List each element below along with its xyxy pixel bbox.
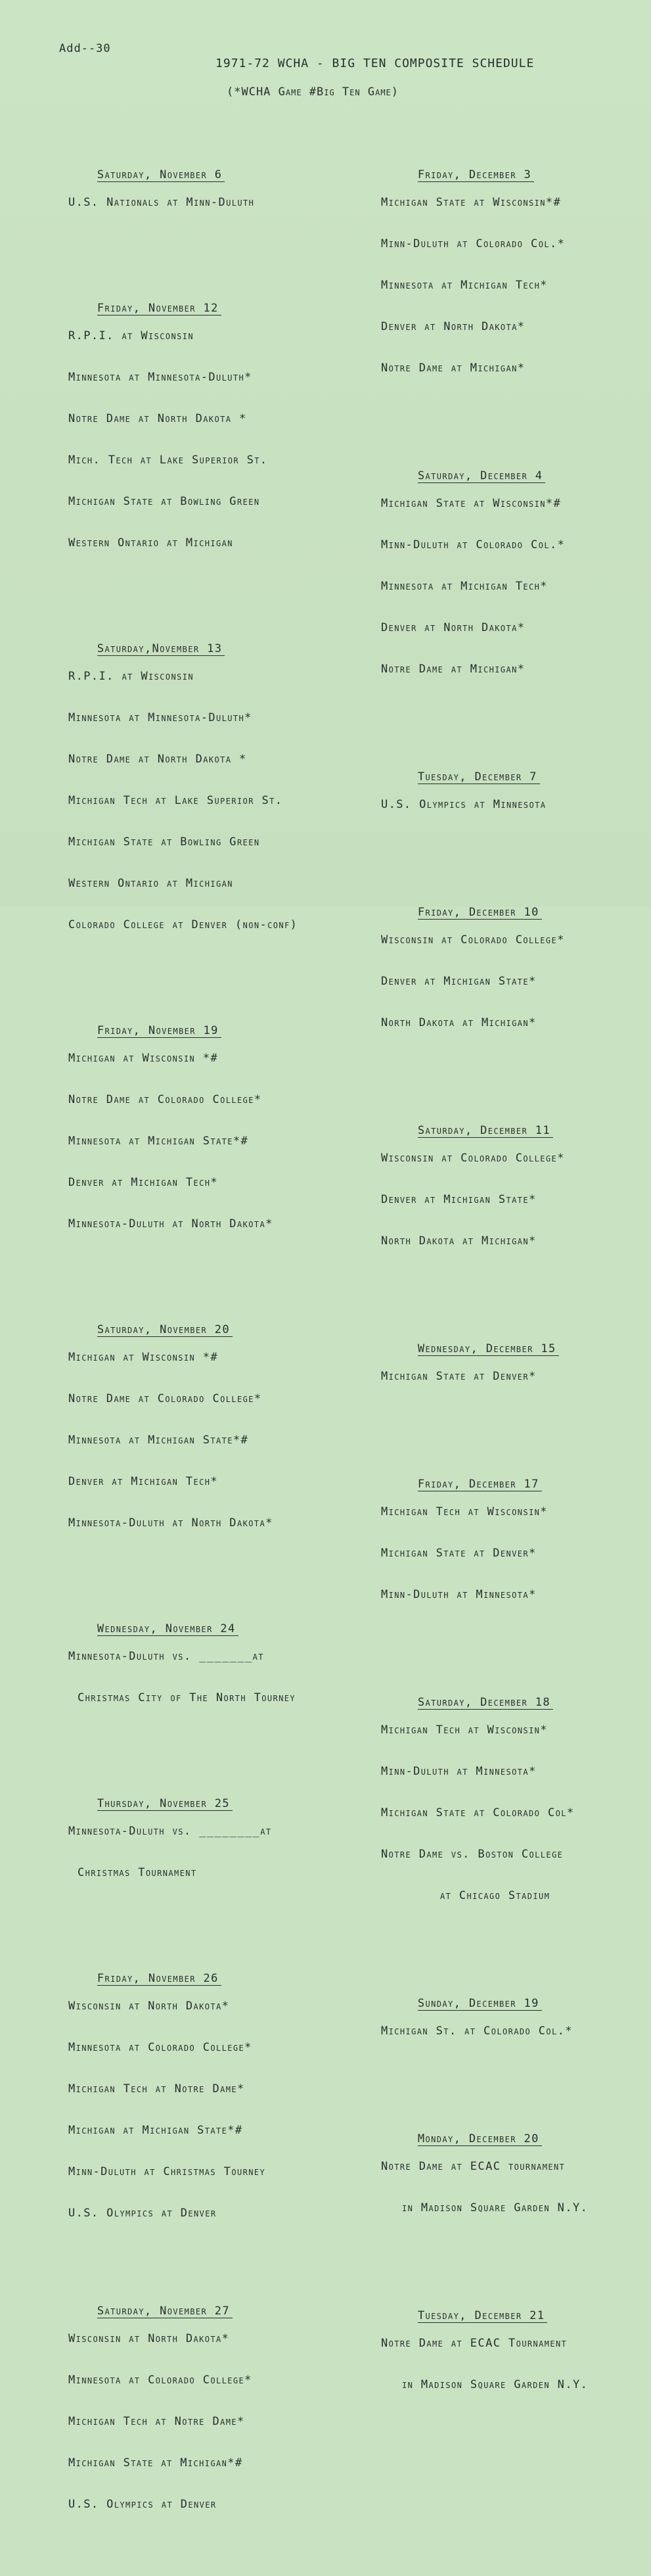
game-line: Christmas City of The North Tourney — [78, 1691, 296, 1704]
game-line: Minn-Duluth at Christmas Tourney — [68, 2165, 266, 2178]
day-header: Wednesday, December 15 — [418, 1343, 559, 1356]
game-line: R.P.I. at Wisconsin — [68, 670, 194, 683]
left-column — [51, 113, 373, 2576]
game-line: North Dakota at Michigan* — [381, 1234, 537, 1248]
game-line: Notre Dame at North Dakota * — [68, 412, 247, 425]
game-line: in Madison Square Garden N.Y. — [402, 2378, 589, 2391]
game-line: Michigan State at Wisconsin*# — [381, 196, 562, 209]
day-block — [51, 154, 373, 237]
game-line: Michigan Tech at Lake Superior St. — [68, 794, 283, 807]
game-line: Minn-Duluth at Minnesota* — [381, 1765, 537, 1778]
legend: (*WCHA Game #Big Ten Game) — [227, 85, 399, 99]
day-header: Tuesday, December 21 — [418, 2310, 548, 2323]
right-column — [372, 113, 641, 2458]
day-header: Saturday, November 6 — [97, 169, 225, 182]
game-line: Minn-Duluth at Colorado Col.* — [381, 538, 566, 551]
day-block — [372, 1983, 641, 2066]
day-block — [51, 628, 373, 960]
day-block — [372, 2295, 641, 2420]
game-line: Minn-Duluth at Minnesota* — [381, 1588, 537, 1601]
day-block — [372, 456, 641, 704]
game-line: Notre Dame at Colorado College* — [68, 1392, 262, 1405]
day-header: Sunday, December 19 — [418, 1998, 542, 2011]
day-block — [51, 1309, 373, 1558]
game-line: Christmas Tournament — [78, 1866, 197, 1879]
day-block — [51, 1958, 373, 2248]
day-block — [372, 1110, 641, 1276]
game-line: Western Ontario at Michigan — [68, 536, 233, 550]
day-header: Friday, November 26 — [97, 1973, 221, 1986]
game-line: Minnesota-Duluth vs. ________at — [68, 1825, 272, 1838]
day-block — [372, 892, 641, 1058]
game-line: Michigan at Wisconsin *# — [68, 1052, 219, 1065]
game-line: in Madison Square Garden N.Y. — [402, 2201, 589, 2214]
day-block — [372, 1682, 641, 1931]
game-line: Notre Dame at ECAC tournament — [381, 2160, 566, 2173]
game-line: Denver at North Dakota* — [381, 320, 526, 333]
day-block — [51, 1608, 373, 1733]
day-block — [51, 2291, 373, 2539]
game-line: Michigan at Michigan State*# — [68, 2124, 243, 2137]
game-line: Michigan State at Bowling Green — [68, 495, 260, 508]
game-line: Minnesota at Minnesota-Duluth* — [68, 371, 252, 384]
day-header: Thursday, November 25 — [97, 1798, 233, 1811]
day-block — [51, 1010, 373, 1259]
game-line: U.S. Olympics at Minnesota — [381, 798, 547, 811]
game-line: Michigan State at Colorado Col* — [381, 1806, 575, 1819]
day-header: Saturday, December 11 — [418, 1125, 553, 1138]
day-block — [51, 288, 373, 578]
game-line: Notre Dame at ECAC Tournament — [381, 2337, 568, 2350]
game-line: Michigan State at Wisconsin*# — [381, 497, 562, 510]
game-line: Minnesota at Michigan Tech* — [381, 279, 548, 292]
day-header: Saturday, November 27 — [97, 2305, 233, 2318]
day-header: Friday, December 17 — [418, 1478, 542, 1491]
game-line: Minnesota at Michigan State*# — [68, 1135, 249, 1148]
day-block — [51, 1783, 373, 1908]
day-header: Monday, December 20 — [418, 2133, 542, 2146]
game-line: Minnesota-Duluth at North Dakota* — [68, 1217, 273, 1230]
game-line: Denver at Michigan Tech* — [68, 1475, 219, 1488]
game-line: Wisconsin at North Dakota* — [68, 2332, 230, 2345]
game-line: Notre Dame at Michigan* — [381, 663, 526, 676]
game-line: North Dakota at Michigan* — [381, 1016, 537, 1029]
game-line: Michigan Tech at Wisconsin* — [381, 1723, 548, 1737]
game-line: Minn-Duluth at Colorado Col.* — [381, 237, 566, 250]
game-line: Michigan Tech at Notre Dame* — [68, 2415, 245, 2428]
day-header: Saturday, December 18 — [418, 1697, 553, 1710]
game-line: U.S. Olympics at Denver — [68, 2498, 217, 2511]
game-line: Notre Dame at North Dakota * — [68, 753, 247, 766]
game-line: R.P.I. at Wisconsin — [68, 329, 194, 342]
day-header: Friday, November 12 — [97, 302, 221, 316]
day-block — [372, 2119, 641, 2243]
game-line: Denver at North Dakota* — [381, 621, 526, 634]
game-line: Minnesota at Michigan State*# — [68, 1434, 249, 1447]
game-line: Wisconsin at Colorado College* — [381, 933, 565, 947]
game-line: Mich. Tech at Lake Superior St. — [68, 454, 268, 467]
game-line: Michigan State at Bowling Green — [68, 835, 260, 849]
game-line: Wisconsin at Colorado College* — [381, 1152, 565, 1165]
game-line: Michigan Tech at Wisconsin* — [381, 1505, 548, 1518]
game-line: Western Ontario at Michigan — [68, 877, 233, 890]
day-header: Saturday,November 13 — [97, 643, 225, 656]
page-title: 1971-72 WCHA - BIG TEN COMPOSITE SCHEDULE — [215, 57, 535, 70]
day-header: Wednesday, November 24 — [97, 1623, 238, 1636]
day-block — [372, 1328, 641, 1411]
day-header: Saturday, November 20 — [97, 1324, 233, 1337]
game-line: Michigan St. at Colorado Col.* — [381, 2025, 573, 2038]
game-line: at Chicago Stadium — [440, 1889, 550, 1902]
game-line: Minnesota at Colorado College* — [68, 2041, 252, 2054]
document-code: Add--30 — [59, 42, 111, 55]
game-line: Minnesota at Colorado College* — [68, 2374, 252, 2387]
game-line: Notre Dame at Colorado College* — [68, 1093, 262, 1106]
game-line: Michigan State at Denver* — [381, 1370, 537, 1383]
game-line: Denver at Michigan State* — [381, 1193, 537, 1206]
game-line: Minnesota at Michigan Tech* — [381, 580, 548, 593]
day-header: Friday, December 3 — [418, 169, 534, 182]
day-header: Friday, November 19 — [97, 1025, 221, 1038]
game-line: Minnesota-Duluth vs. _______at — [68, 1650, 264, 1663]
game-line: Notre Dame vs. Boston College — [381, 1848, 564, 1861]
day-header: Friday, December 10 — [418, 906, 542, 920]
day-header: Tuesday, December 7 — [418, 771, 540, 784]
game-line: Michigan Tech at Notre Dame* — [68, 2082, 245, 2096]
game-line: Notre Dame at Michigan* — [381, 362, 526, 375]
game-line: Minnesota-Duluth at North Dakota* — [68, 1516, 273, 1530]
game-line: U.S. Olympics at Denver — [68, 2207, 217, 2220]
day-header: Saturday, December 4 — [418, 470, 546, 483]
game-line: Michigan State at Denver* — [381, 1547, 537, 1560]
game-line: Wisconsin at North Dakota* — [68, 2000, 230, 2013]
day-block — [372, 757, 641, 839]
game-line: Minnesota at Minnesota-Duluth* — [68, 711, 252, 724]
day-block — [372, 1464, 641, 1629]
game-line: Denver at Michigan Tech* — [68, 1176, 219, 1189]
day-block — [372, 154, 641, 403]
game-line: Michigan at Wisconsin *# — [68, 1351, 219, 1364]
game-line: Colorado College at Denver (non-conf) — [68, 918, 298, 931]
game-line: U.S. Nationals at Minn-Duluth — [68, 196, 255, 209]
game-line: Michigan State at Michigan*# — [68, 2456, 243, 2470]
game-line: Denver at Michigan State* — [381, 975, 537, 988]
